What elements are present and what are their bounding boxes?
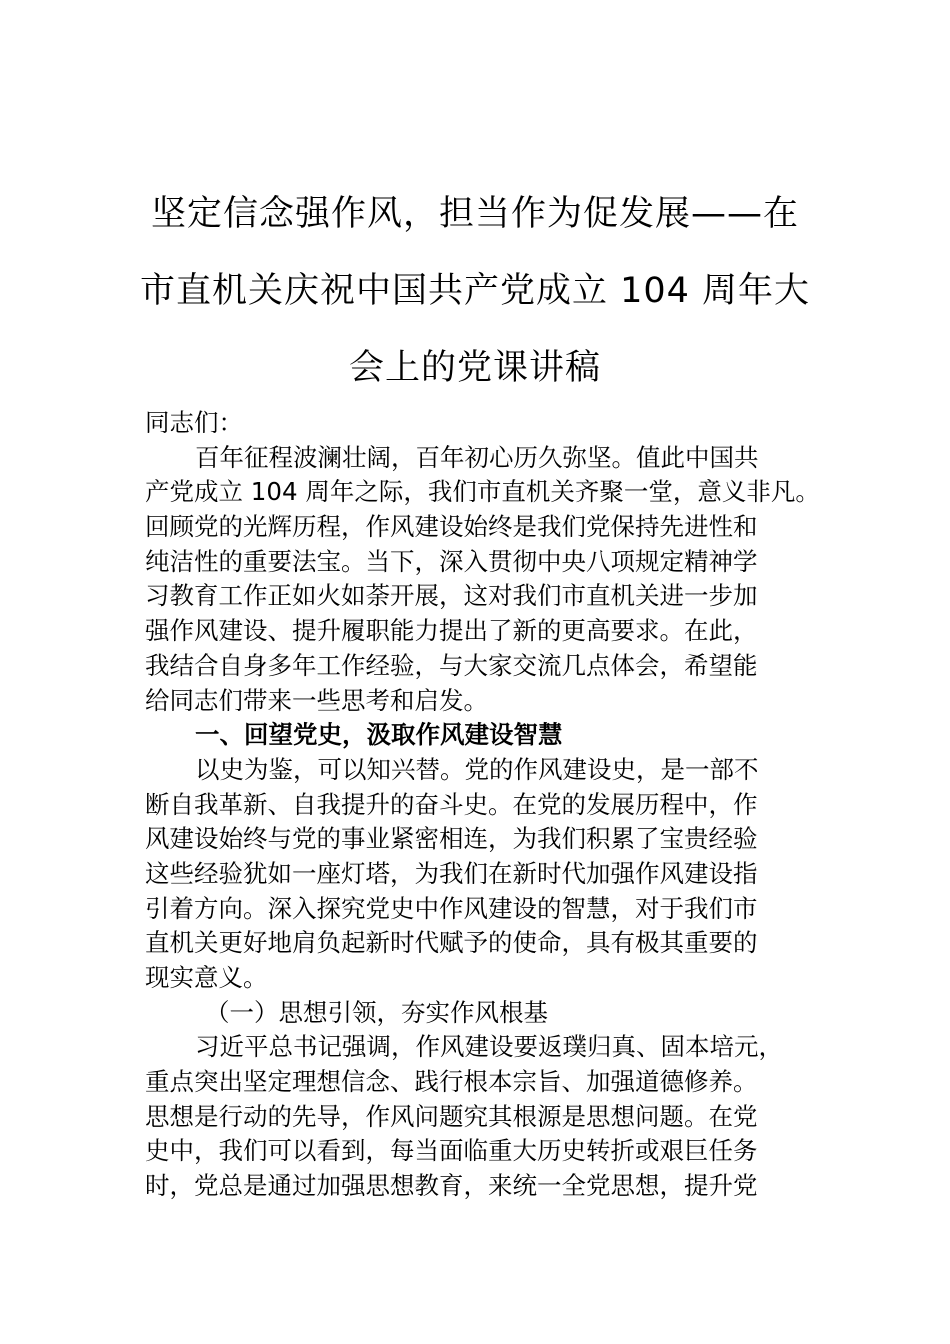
text-line: 习教育工作正如火如荼开展，这对我们市直机关进一步加: [145, 581, 758, 611]
text-line: 纯洁性的重要法宝。当下，深入贯彻中央八项规定精神学: [145, 546, 758, 576]
text-line: 思想是行动的先导，作风问题究其根源是思想问题。在党: [145, 1101, 758, 1131]
text-line: 以史为鉴，可以知兴替。党的作风建设史，是一部不: [195, 754, 759, 784]
title-line: 坚定信念强作风，担当作为促发展——在: [150, 194, 799, 234]
section-heading: 一、回望党史，汲取作风建设智慧: [195, 720, 563, 750]
document-title: [140, 176, 810, 407]
text-line: 风建设始终与党的事业紧密相连，为我们积累了宝贵经验: [145, 824, 758, 854]
document-body: [145, 406, 820, 1204]
text-line: 现实意义。: [145, 963, 268, 992]
text-line: 习近平总书记强调，作风建设要返璞归真、固本培元，: [195, 1032, 783, 1062]
text-line: 回顾党的光辉历程，作风建设始终是我们党保持先进性和: [145, 512, 758, 542]
title-line: 会上的党课讲稿: [348, 348, 601, 388]
text-line: 给同志们带来一些思考和启发。: [145, 685, 488, 715]
text-line: 百年征程波澜壮阔，百年初心历久弥坚。值此中国共: [195, 442, 759, 472]
text-line: 史中，我们可以看到，每当面临重大历史转折或艰巨任务: [145, 1136, 758, 1166]
subsection-heading: （一）思想引领，夯实作风根基: [205, 997, 548, 1027]
text-line: 直机关更好地肩负起新时代赋予的使命，具有极其重要的: [145, 928, 758, 958]
text-line: 产党成立 104 周年之际，我们市直机关齐聚一堂，意义非凡。: [145, 477, 820, 507]
text-line: 引着方向。深入探究党史中作风建设的智慧，对于我们市: [145, 893, 758, 923]
title-line: 市直机关庆祝中国共产党成立 104 周年大: [140, 271, 811, 311]
text-line: 这些经验犹如一座灯塔，为我们在新时代加强作风建设指: [145, 858, 758, 888]
text-line: 时，党总是通过加强思想教育，来统一全党思想，提升党: [145, 1171, 758, 1201]
greeting: 同志们：: [145, 408, 243, 437]
text-line: 断自我革新、自我提升的奋斗史。在党的发展历程中，作: [145, 789, 758, 819]
text-line: 强作风建设、提升履职能力提出了新的更高要求。在此，: [145, 616, 758, 646]
text-line: 重点突出坚定理想信念、践行根本宗旨、加强道德修养。: [145, 1067, 758, 1097]
text-line: 我结合自身多年工作经验，与大家交流几点体会，希望能: [145, 650, 758, 680]
